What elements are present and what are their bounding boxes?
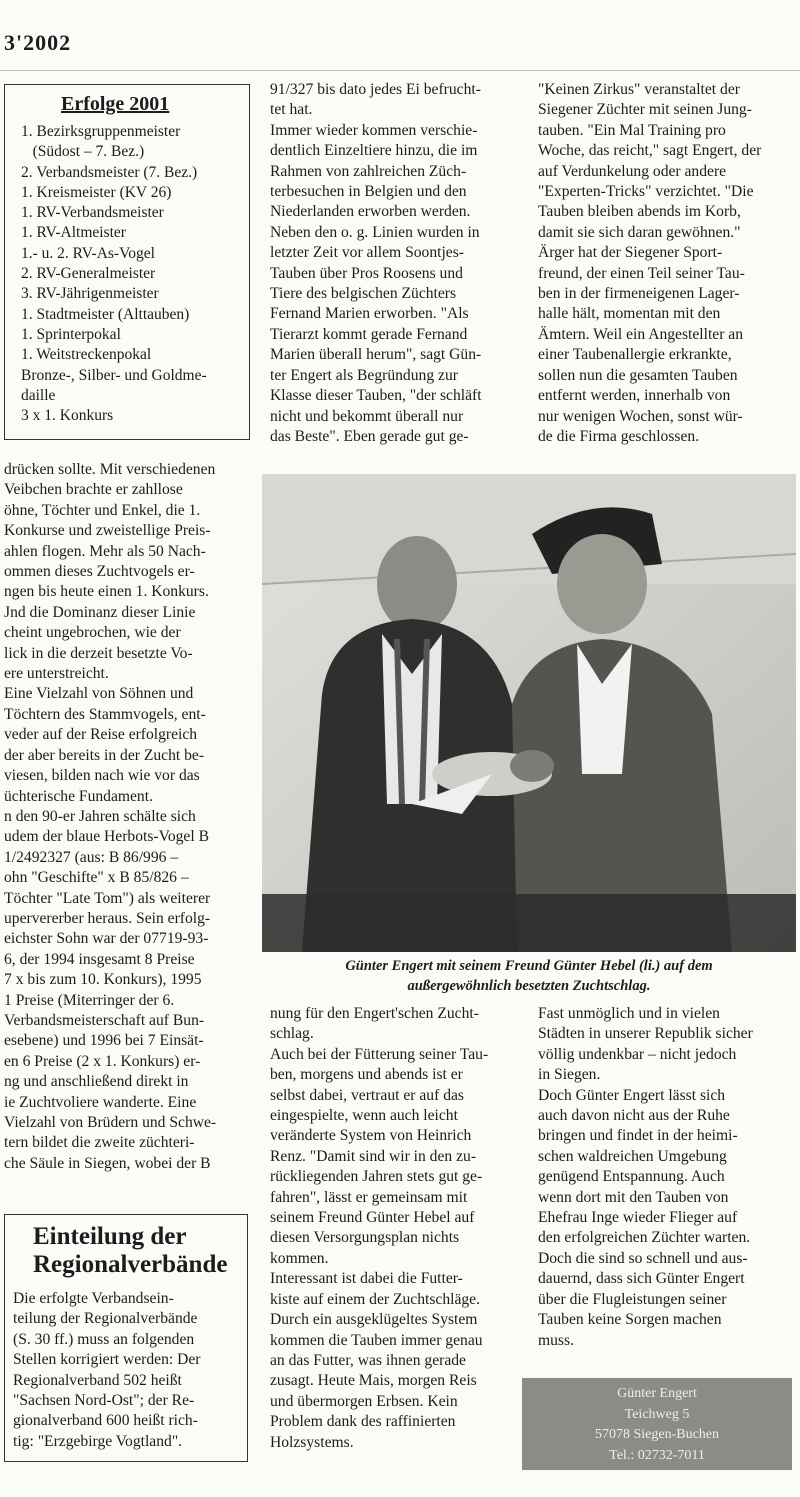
text-line: üchterische Fundament.	[4, 787, 153, 805]
text-line: Holzsystems.	[270, 1433, 354, 1451]
text-line: Tauben bleiben abends im Korb,	[538, 203, 741, 221]
text-line: de die Firma geschlossen.	[538, 427, 700, 445]
text-line: cheint ungebrochen, wie der	[4, 624, 181, 642]
text-line: Tiere des belgischen Züchters	[270, 285, 457, 303]
text-line: wenn dort mit den Tauben von	[538, 1188, 729, 1206]
text-line: nur wenigen Wochen, sonst wür-	[538, 407, 743, 425]
text-line: ie Zuchtvoliere wanderte. Eine	[4, 1093, 197, 1111]
text-line: Doch die sind so schnell und aus-	[538, 1249, 748, 1267]
text-line: dauernd, dass sich Günter Engert	[538, 1270, 745, 1288]
text-line: (Südost – 7. Bez.)	[21, 143, 145, 161]
text-line: muss.	[538, 1331, 574, 1349]
text-line: Woche, das reicht," sagt Engert, der	[538, 142, 762, 160]
text-line: viesen, bilden nach wie vor das	[4, 767, 200, 785]
text-line: Tierarzt kommt gerade Fernand	[270, 325, 468, 343]
text-line: kiste auf einem der Zuchtschläge.	[270, 1290, 480, 1308]
text-line: upervererber heraus. Sein erfolg-	[4, 909, 211, 927]
text-line: ben, morgens und abends ist er	[270, 1066, 463, 1084]
article-column-middle-bottom	[270, 1004, 518, 1453]
text-line: Marien überall herum", sagt Gün-	[270, 346, 482, 364]
text-line: gionalverband 600 heißt rich-	[13, 1412, 198, 1430]
text-line: Tauben über Pros Roosens und	[270, 264, 463, 282]
text-line: Jnd die Dominanz dieser Linie	[4, 603, 196, 621]
text-line: 1. Bezirksgruppenmeister	[21, 123, 181, 140]
text-line: an das Futter, was ihnen gerade	[270, 1351, 466, 1369]
text-line: genügend Entspannung. Auch	[538, 1168, 725, 1186]
text-line: kommen.	[270, 1249, 329, 1267]
text-line: fahren", lässt er gemeinsam mit	[270, 1188, 468, 1206]
text-line: damit sie sich daran gewöhnen."	[538, 223, 741, 241]
erfolge-list	[21, 122, 249, 426]
text-line: 1. RV-Verbandsmeister	[21, 204, 164, 222]
text-line: seinem Freund Günter Hebel auf	[270, 1209, 475, 1227]
text-line: 1. Kreismeister (KV 26)	[21, 183, 172, 201]
contact-city: 57078 Siegen-Buchen	[594, 1427, 720, 1442]
text-line: völlig undenkbar – nicht jedoch	[538, 1045, 737, 1063]
photo-caption-line-2: außergewöhnlich besetzten Zuchtschlag.	[407, 978, 651, 994]
text-line: 1 Preise (Miterringer der 6.	[4, 991, 175, 1009]
text-line: einer Taubenallergie erkrankte,	[538, 346, 732, 364]
text-line: bringen und findet in der heimi-	[538, 1127, 738, 1145]
text-line: (S. 30 ff.) muss an folgenden	[13, 1330, 195, 1348]
text-line: das Beste". Eben gerade gut ge-	[270, 427, 469, 445]
text-line: 1. Stadtmeister (Alttauben)	[21, 305, 190, 323]
text-line: kommen die Tauben immer genau	[270, 1331, 483, 1349]
text-line: Vielzahl von Brüdern und Schwe-	[4, 1114, 217, 1131]
photo-caption	[262, 956, 796, 996]
text-line: Fernand Marien erworben. "Als	[270, 305, 469, 323]
text-line: ngen bis heute einen 1. Konkurs.	[4, 583, 209, 601]
contact-street: Teichweg 5	[624, 1406, 690, 1422]
text-line: "Sachsen Nord-Ost"; der Re-	[13, 1392, 195, 1410]
text-line: Problem dank des raffinierten	[270, 1413, 456, 1431]
text-line: Stellen korrigiert werden: Der	[13, 1351, 201, 1369]
text-line: Ehefrau Inge wieder Flieger auf	[538, 1209, 738, 1227]
text-line: drücken sollte. Mit verschiedenen	[4, 461, 216, 478]
text-line: Ämtern. Weil ein Angestellter an	[538, 325, 744, 343]
text-line: letzter Zeit vor allem Soontjes-	[270, 244, 464, 262]
photo-illustration	[262, 474, 796, 952]
text-line: 6, der 1994 insgesamt 8 Preise	[4, 950, 195, 968]
text-line: ere unterstreicht.	[4, 665, 109, 683]
text-line: Rahmen von zahlreichen Züch-	[270, 162, 467, 180]
text-line: diesen Versorgungsplan nichts	[270, 1229, 460, 1247]
text-line: schen waldreichen Umgebung	[538, 1147, 727, 1165]
text-line: auf Verdunkelung oder andere	[538, 162, 727, 180]
article-column-right-top	[538, 80, 796, 447]
text-line: Die erfolgte Verbandsein-	[13, 1290, 174, 1307]
text-line: 91/327 bis dato jedes Ei befrucht-	[270, 81, 481, 98]
text-line: ohn "Geschifte" x B 85/826 –	[4, 869, 189, 887]
text-line: ng und anschließend direkt in	[4, 1073, 189, 1091]
text-line: selbst dabei, vertraut er auf das	[270, 1086, 464, 1104]
text-line: 1. RV-Altmeister	[21, 224, 126, 242]
text-line: ommen dieses Zuchtvogels er-	[4, 563, 195, 581]
contact-box	[522, 1378, 792, 1470]
text-line: dentlich Einzeltiere hinzu, die im	[270, 142, 478, 160]
text-line: 2. RV-Generalmeister	[21, 265, 156, 283]
text-line: tern bildet die zweite züchteri-	[4, 1134, 195, 1152]
text-line: 3 x 1. Konkurs	[21, 407, 114, 425]
text-line: Verbandsmeisterschaft auf Bun-	[4, 1011, 205, 1029]
text-line: lick in die derzeit besetzte Vo-	[4, 644, 193, 662]
text-line: Bronze-, Silber- und Goldme-	[21, 366, 207, 384]
text-line: ter Engert als Begründung zur	[270, 366, 458, 384]
text-line: 1.- u. 2. RV-As-Vogel	[21, 244, 155, 262]
text-line: Töchter "Late Tom") als weiterer	[4, 889, 211, 907]
text-line: daille	[21, 386, 56, 404]
text-line: halle hält, momentan mit den	[538, 305, 721, 323]
text-line: veränderte System von Heinrich	[270, 1127, 472, 1145]
erfolge-box	[4, 84, 250, 440]
text-line: teilung der Regionalverbände	[13, 1310, 198, 1328]
text-line: Neben den o. g. Linien wurden in	[270, 223, 480, 241]
erfolge-title: Erfolge 2001	[61, 93, 170, 115]
photo-engert-hebel	[262, 474, 796, 952]
issue-number: 3'2002	[4, 30, 72, 55]
text-line: Klasse dieser Tauben, "der schläft	[270, 387, 482, 405]
text-line: "Keinen Zirkus" veranstaltet der	[538, 81, 740, 98]
text-line: udem der blaue Herbots-Vogel B	[4, 828, 209, 846]
text-line: und übermorgen Erbsen. Kein	[270, 1392, 458, 1410]
article-column-right-bottom	[538, 1004, 796, 1351]
text-line: Ärger hat der Siegener Sport-	[538, 244, 723, 262]
text-line: nicht und bekommt überall nur	[270, 407, 464, 425]
text-line: ahlen flogen. Mehr als 50 Nach-	[4, 542, 206, 560]
text-line: 7 x bis zum 10. Konkurs), 1995	[4, 971, 202, 989]
text-line: Doch Günter Engert lässt sich	[538, 1086, 726, 1104]
text-line: 3. RV-Jährigenmeister	[21, 285, 159, 303]
text-line: en 6 Preise (2 x 1. Konkurs) er-	[4, 1052, 201, 1070]
text-line: 1. Weitstreckenpokal	[21, 346, 152, 364]
text-line: freund, der einen Teil seiner Tau-	[538, 264, 745, 282]
text-line: rückliegenden Jahren stets gut ge-	[270, 1168, 483, 1186]
text-line: Durch ein ausgeklügeltes System	[270, 1311, 478, 1329]
einteilung-title-line-1: Einteilung der	[33, 1223, 187, 1250]
text-line: den erfolgreichen Züchter warten.	[538, 1229, 751, 1247]
text-line: tet hat.	[270, 101, 313, 119]
text-line: Städten in unserer Republik sicher	[538, 1025, 753, 1043]
top-divider	[0, 70, 800, 71]
text-line: zusagt. Heute Mais, morgen Reis	[270, 1372, 477, 1390]
photo-caption-line-1: Günter Engert mit seinem Freund Günter Hebel (li.) auf dem	[345, 958, 713, 974]
text-line: Tauben keine Sorgen machen	[538, 1311, 722, 1329]
text-line: in Siegen.	[538, 1066, 601, 1084]
text-line: ben in der firmeneigenen Lager-	[538, 285, 740, 303]
text-line: eichster Sohn war der 07719-93-	[4, 930, 209, 948]
einteilung-text	[13, 1289, 247, 1452]
text-line: 2. Verbandsmeister (7. Bez.)	[21, 163, 198, 181]
text-line: Interessant ist dabei die Futter-	[270, 1270, 463, 1288]
text-line: Renz. "Damit sind wir in den zu-	[270, 1147, 477, 1165]
text-line: schlag.	[270, 1025, 314, 1043]
text-line: eingespielte, wenn auch leicht	[270, 1107, 458, 1125]
text-line: n den 90-er Jahren schälte sich	[4, 807, 196, 825]
text-line: Töchtern des Stammvogels, ent-	[4, 705, 206, 723]
text-line: Auch bei der Fütterung seiner Tau-	[270, 1045, 489, 1063]
text-line: über die Flugleistungen seiner	[538, 1290, 727, 1308]
text-line: nung für den Engert'schen Zucht-	[270, 1005, 479, 1022]
text-line: Konkurse und zweistellige Preis-	[4, 522, 211, 540]
einteilung-title	[33, 1223, 247, 1279]
text-line: "Experten-Tricks" verzichtet. "Die	[538, 183, 754, 201]
article-column-left	[4, 460, 254, 1174]
text-line: veder auf der Reise erfolgreich	[4, 726, 198, 744]
text-line: che Säule in Siegen, wobei der B	[4, 1154, 211, 1172]
text-line: tauben. "Ein Mal Training pro	[538, 121, 726, 139]
text-line: öhne, Töchter und Enkel, die 1.	[4, 501, 201, 519]
einteilung-title-line-2: Regionalverbände	[33, 1251, 228, 1278]
contact-name: Günter Engert	[617, 1386, 697, 1401]
text-line: Veibchen brachte er zahllose	[4, 481, 183, 499]
einteilung-box	[4, 1214, 248, 1462]
article-column-middle-top	[270, 80, 520, 447]
text-line: terbesuchen in Belgien und den	[270, 183, 467, 201]
text-line: 1. Sprinterpokal	[21, 325, 121, 343]
text-line: Regionalverband 502 heißt	[13, 1371, 182, 1389]
contact-phone: Tel.: 02732-7011	[609, 1447, 705, 1463]
text-line: entfernt werden, innerhalb von	[538, 387, 731, 405]
text-line: Siegener Züchter mit seinen Jung-	[538, 101, 752, 119]
text-line: esebene) und 1996 bei 7 Einsät-	[4, 1032, 204, 1050]
text-line: tig: "Erzgebirge Vogtland".	[13, 1432, 183, 1450]
text-line: sollen nun die gesamten Tauben	[538, 366, 738, 384]
text-line: der aber bereits in der Zucht be-	[4, 746, 205, 764]
text-line: Eine Vielzahl von Söhnen und	[4, 685, 194, 703]
text-line: 1/2492327 (aus: B 86/996 –	[4, 848, 179, 866]
text-line: Fast unmöglich und in vielen	[538, 1005, 720, 1022]
text-line: Niederlanden erworben werden.	[270, 203, 471, 221]
text-line: auch davon nicht aus der Ruhe	[538, 1107, 730, 1125]
text-line: Immer wieder kommen verschie-	[270, 121, 478, 139]
